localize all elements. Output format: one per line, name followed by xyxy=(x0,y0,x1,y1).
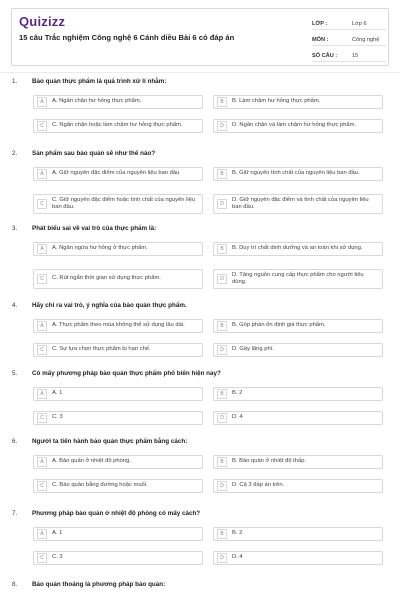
option-text: A. Thực phẩm theo mùa không thể sử dụng lâu dài. xyxy=(52,322,185,329)
option-text: A. Bảo quản ở nhiệt độ phòng. xyxy=(52,458,131,465)
question-number: 3. xyxy=(12,225,18,232)
meta-row-count xyxy=(312,48,386,62)
option-text: A. 1 xyxy=(52,530,63,537)
meta-value: Công nghệ xyxy=(352,37,380,43)
question-text: Có mấy phương pháp bảo quản thực phẩm phổ biến hiện nay? xyxy=(32,370,221,377)
answer-option-a[interactable] xyxy=(33,167,203,181)
answer-option-c[interactable] xyxy=(33,343,203,357)
option-letter-box: D xyxy=(217,199,227,209)
question-number: 7. xyxy=(12,510,18,517)
answer-option-a[interactable] xyxy=(33,455,203,469)
option-text: A. Ngăn chặn hư hỏng thực phẩm. xyxy=(52,98,142,105)
answer-option-b[interactable] xyxy=(213,319,383,333)
option-letter-box: A xyxy=(37,321,47,331)
option-text: D. 4 xyxy=(232,554,243,561)
option-text: A. Giữ nguyên đặc điểm của nguyên liệu ban đầu xyxy=(52,170,180,177)
option-letter-box: D xyxy=(217,553,227,563)
option-text: B. Góp phần ổn định giá thực phẩm. xyxy=(232,322,326,329)
meta-label: SỐ CÂU : xyxy=(312,53,338,59)
option-letter-box: B xyxy=(217,244,227,254)
option-letter-box: B xyxy=(217,321,227,331)
option-letter-box: A xyxy=(37,529,47,539)
question-number: 6. xyxy=(12,438,18,445)
answer-option-a[interactable] xyxy=(33,95,203,109)
answer-option-d[interactable] xyxy=(213,411,383,425)
answer-option-a[interactable] xyxy=(33,319,203,333)
meta-row-subject xyxy=(312,32,386,46)
option-letter-box: C xyxy=(37,553,47,563)
option-letter-box: A xyxy=(37,97,47,107)
option-letter-box: B xyxy=(217,97,227,107)
worksheet-meta xyxy=(312,16,386,64)
question-header xyxy=(12,78,166,85)
option-text: D. Giữ nguyên đặc điểm và tính chất của nguyên liệu ban đầu. xyxy=(232,196,369,210)
question-header xyxy=(12,225,156,232)
question-text: Sản phẩm sau bảo quản sẽ như thế nào? xyxy=(32,150,156,157)
option-letter-box: D xyxy=(217,274,227,284)
option-text: C. 3 xyxy=(52,554,63,561)
option-letter-box: A xyxy=(37,244,47,254)
answer-option-d[interactable] xyxy=(213,551,383,565)
meta-row-class xyxy=(312,16,386,30)
question-header xyxy=(12,302,187,309)
option-text: C. Giữ nguyên đặc điểm hoặc tính chất của nguyên liệu ban đầu. xyxy=(52,196,196,210)
question-header xyxy=(12,370,221,377)
question-text: Hãy chỉ ra vai trò, ý nghĩa của bảo quản thực phẩm. xyxy=(32,302,187,309)
option-text: D. Ngăn chặn và làm chậm hư hỏng thực phẩm. xyxy=(232,122,357,129)
option-letter-box: D xyxy=(217,345,227,355)
answer-option-c[interactable] xyxy=(33,411,203,425)
option-letter-box: A xyxy=(37,389,47,399)
answer-option-c[interactable] xyxy=(33,479,203,493)
answer-option-b[interactable] xyxy=(213,242,383,256)
option-text: B. Duy trì chất dinh dưỡng và an toàn khi sử dụng. xyxy=(232,245,363,252)
answer-option-d[interactable] xyxy=(213,119,383,133)
option-text: C. Ngăn chặn hoặc làm chậm hư hỏng thực phẩm. xyxy=(52,122,183,129)
option-text: C. Rút ngắn thời gian sử dụng thực phẩm. xyxy=(52,275,161,282)
page-title: 15 câu Trắc nghiệm Công nghệ 6 Cánh diều Bài 6 có đáp án xyxy=(19,33,235,42)
answer-option-b[interactable] xyxy=(213,455,383,469)
option-text: B. Giữ nguyên tính chất của nguyên liệu ban đầu. xyxy=(232,170,360,177)
option-letter-box: A xyxy=(37,457,47,467)
option-letter-box: C xyxy=(37,199,47,209)
option-text: D. Cả 3 đáp án trên. xyxy=(232,482,285,489)
answer-option-a[interactable] xyxy=(33,387,203,401)
option-text: B. 2 xyxy=(232,390,243,397)
answer-option-b[interactable] xyxy=(213,167,383,181)
meta-label: LỚP : xyxy=(312,21,328,27)
option-letter-box: C xyxy=(37,481,47,491)
option-letter-box: B xyxy=(217,169,227,179)
header-divider xyxy=(0,72,400,73)
meta-value: Lớp 6 xyxy=(352,21,367,27)
answer-option-d[interactable] xyxy=(213,194,383,214)
answer-option-a[interactable] xyxy=(33,242,203,256)
answer-option-c[interactable] xyxy=(33,119,203,133)
option-text: D. 4 xyxy=(232,414,243,421)
question-number: 2. xyxy=(12,150,18,157)
option-text: B. Làm chậm hư hỏng thực phẩm. xyxy=(232,98,321,105)
answer-option-c[interactable] xyxy=(33,269,203,289)
option-text: A. Ngăn ngừa hư hỏng ở thực phẩm. xyxy=(52,245,148,252)
answer-option-c[interactable] xyxy=(33,194,203,214)
answer-option-b[interactable] xyxy=(213,387,383,401)
option-letter-box: C xyxy=(37,345,47,355)
question-text: Phương pháp bảo quản ở nhiệt độ phòng có mấy cách? xyxy=(32,510,201,517)
option-letter-box: D xyxy=(217,413,227,423)
question-header xyxy=(12,150,155,157)
option-letter-box: C xyxy=(37,413,47,423)
answer-option-a[interactable] xyxy=(33,527,203,541)
option-text: D. Gây lãng phí. xyxy=(232,346,274,353)
option-text: C. Bảo quản bằng đường hoặc muối. xyxy=(52,482,148,489)
question-text: Bảo quản thực phẩm là quá trình xử lí nhằm: xyxy=(32,78,167,85)
question-text: Phát biểu sai về vai trò của thực phẩm là: xyxy=(32,225,157,232)
question-number: 8. xyxy=(12,581,18,588)
question-number: 4. xyxy=(12,302,18,309)
question-text: Bảo quản thoáng là phương pháp bảo quản: xyxy=(32,581,166,588)
option-letter-box: B xyxy=(217,457,227,467)
option-text: A. 1 xyxy=(52,390,63,397)
option-text: C. 3 xyxy=(52,414,63,421)
option-text: C. Sự lựa chọn thực phẩm bị hạn chế. xyxy=(52,346,151,353)
answer-option-d[interactable] xyxy=(213,479,383,493)
option-letter-box: C xyxy=(37,121,47,131)
question-number: 5. xyxy=(12,370,18,377)
question-header xyxy=(12,581,165,588)
answer-option-d[interactable] xyxy=(213,269,383,289)
answer-option-d[interactable] xyxy=(213,343,383,357)
worksheet-header xyxy=(11,8,389,66)
question-header xyxy=(12,438,187,445)
option-letter-box: B xyxy=(217,529,227,539)
option-text: D. Tăng nguồn cung cấp thực phẩm cho người tiêu dùng. xyxy=(232,271,364,285)
answer-option-c[interactable] xyxy=(33,551,203,565)
answer-option-b[interactable] xyxy=(213,527,383,541)
question-text: Người ta tiến hành bảo quản thực phẩm bằng cách: xyxy=(32,438,188,445)
answer-option-b[interactable] xyxy=(213,95,383,109)
meta-value: 15 xyxy=(352,53,359,59)
option-letter-box: A xyxy=(37,169,47,179)
option-letter-box: B xyxy=(217,389,227,399)
meta-label: MÔN : xyxy=(312,37,329,43)
option-letter-box: D xyxy=(217,481,227,491)
question-number: 1. xyxy=(12,78,18,85)
option-text: B. Bảo quản ở nhiệt độ thấp. xyxy=(232,458,307,465)
option-text: B. 2 xyxy=(232,530,243,537)
quizizz-logo: Quizizz xyxy=(19,14,66,29)
question-header xyxy=(12,510,200,517)
option-letter-box: C xyxy=(37,274,47,284)
option-letter-box: D xyxy=(217,121,227,131)
